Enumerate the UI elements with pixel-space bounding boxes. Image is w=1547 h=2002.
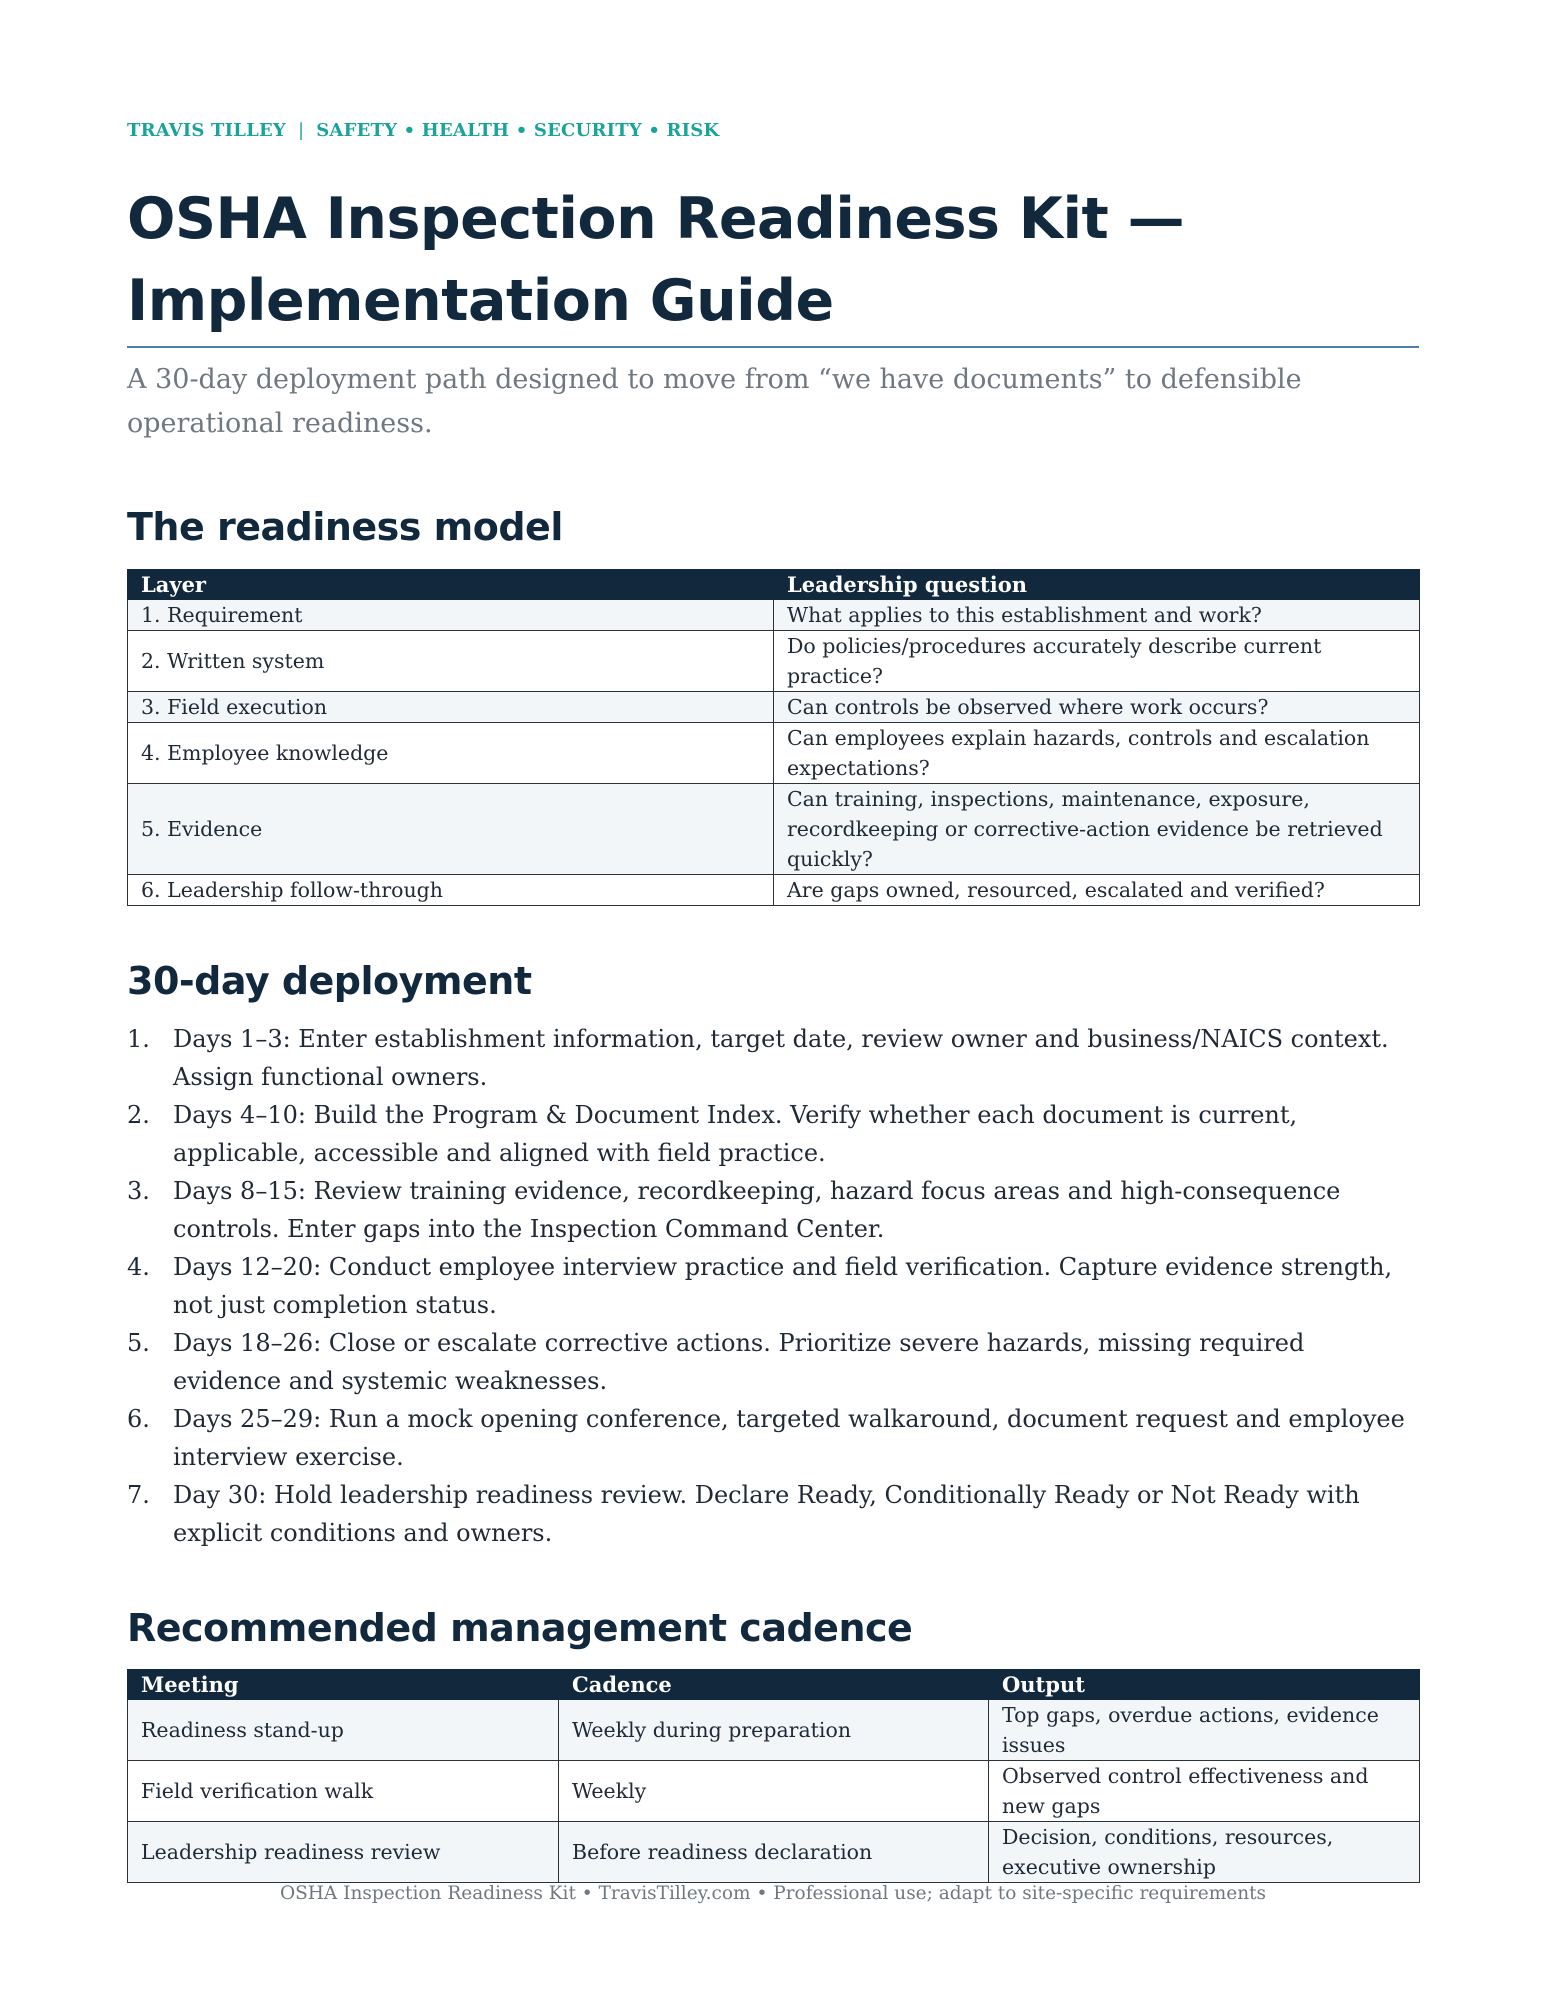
- readiness-model-heading: The readiness model: [127, 505, 563, 549]
- layer-cell: 5. Evidence: [128, 784, 774, 875]
- author-name: TRAVIS TILLEY: [127, 120, 286, 141]
- layer-cell: 3. Field execution: [128, 692, 774, 723]
- list-item: [127, 1020, 1419, 1096]
- table-row: [128, 1700, 1420, 1761]
- deployment-steps-list: [127, 1020, 1419, 1552]
- table-row: [128, 1761, 1420, 1822]
- title-divider: [127, 346, 1419, 348]
- table-row: [128, 723, 1420, 784]
- step-text: Days 25–29: Run a mock opening conference, targeted walkaround, document request and employee interview exercise.: [173, 1405, 1405, 1471]
- question-cell: Are gaps owned, resourced, escalated and verified?: [774, 875, 1420, 906]
- table-row: [128, 600, 1420, 631]
- list-item: [127, 1172, 1419, 1248]
- column-header-cadence: Cadence: [559, 1670, 989, 1700]
- cadence-heading: Recommended management cadence: [127, 1606, 913, 1650]
- step-text: Days 18–26: Close or escalate corrective actions. Prioritize severe hazards, missing required evidence and systemic weaknesses.: [173, 1329, 1305, 1395]
- meeting-cell: Leadership readiness review: [128, 1822, 559, 1883]
- table-row: [128, 875, 1420, 906]
- table-row: [128, 784, 1420, 875]
- question-cell: Can training, inspections, maintenance, exposure, recordkeeping or corrective-action evidence be retrieved quickly?: [774, 784, 1420, 875]
- step-number: 2.: [127, 1101, 150, 1129]
- step-text: Days 1–3: Enter establishment information, target date, review owner and business/NAICS context. Assign functional owners.: [173, 1025, 1389, 1091]
- list-item: [127, 1324, 1419, 1400]
- list-item: [127, 1248, 1419, 1324]
- output-cell: Top gaps, overdue actions, evidence issues: [989, 1700, 1420, 1761]
- table-row: [128, 692, 1420, 723]
- readiness-model-table: [127, 569, 1420, 906]
- table-row: [128, 631, 1420, 692]
- cadence-cell: Weekly during preparation: [559, 1700, 989, 1761]
- step-number: 7.: [127, 1481, 150, 1509]
- layer-cell: 2. Written system: [128, 631, 774, 692]
- table-header-row: [128, 570, 1420, 600]
- step-text: Days 12–20: Conduct employee interview practice and field verification. Capture evidence strength, not just completion status.: [173, 1253, 1393, 1319]
- step-number: 6.: [127, 1405, 150, 1433]
- layer-cell: 4. Employee knowledge: [128, 723, 774, 784]
- table-header-row: [128, 1670, 1420, 1700]
- step-number: 4.: [127, 1253, 150, 1281]
- page-title: OSHA Inspection Readiness Kit — Implementation Guide: [127, 186, 1185, 334]
- step-number: 1.: [127, 1025, 150, 1053]
- output-cell: Decision, conditions, resources, executive ownership: [989, 1822, 1420, 1883]
- step-text: Days 4–10: Build the Program & Document Index. Verify whether each document is current, applicable, accessible and aligned with field practice.: [173, 1101, 1298, 1167]
- cadence-table: [127, 1669, 1420, 1883]
- brand-topics: SAFETY • HEALTH • SECURITY • RISK: [316, 120, 720, 141]
- meeting-cell: Field verification walk: [128, 1761, 559, 1822]
- question-cell: Can controls be observed where work occurs?: [774, 692, 1420, 723]
- page-footer: OSHA Inspection Readiness Kit • TravisTilley.com • Professional use; adapt to site-specific requirements: [279, 1883, 1267, 1904]
- brand-line: [127, 120, 719, 141]
- step-text: Day 30: Hold leadership readiness review. Declare Ready, Conditionally Ready or Not Ready with explicit conditions and owners.: [173, 1481, 1360, 1547]
- step-text: Days 8–15: Review training evidence, recordkeeping, hazard focus areas and high-consequence controls. Enter gaps into the Inspection Command Center.: [173, 1177, 1341, 1243]
- column-header-meeting: Meeting: [128, 1670, 559, 1700]
- list-item: [127, 1400, 1419, 1476]
- column-header-output: Output: [989, 1670, 1420, 1700]
- cadence-cell: Before readiness declaration: [559, 1822, 989, 1883]
- question-cell: Can employees explain hazards, controls and escalation expectations?: [774, 723, 1420, 784]
- output-cell: Observed control effectiveness and new gaps: [989, 1761, 1420, 1822]
- column-header-leadership-question: Leadership question: [774, 570, 1420, 600]
- layer-cell: 6. Leadership follow-through: [128, 875, 774, 906]
- column-header-layer: Layer: [128, 570, 774, 600]
- page-subtitle: A 30-day deployment path designed to move from “we have documents” to defensible operational readiness.: [127, 364, 1302, 439]
- list-item: [127, 1096, 1419, 1172]
- step-number: 3.: [127, 1177, 150, 1205]
- layer-cell: 1. Requirement: [128, 600, 774, 631]
- list-item: [127, 1476, 1419, 1552]
- meeting-cell: Readiness stand-up: [128, 1700, 559, 1761]
- question-cell: Do policies/procedures accurately describe current practice?: [774, 631, 1420, 692]
- step-number: 5.: [127, 1329, 150, 1357]
- brand-separator: |: [297, 120, 305, 141]
- table-row: [128, 1822, 1420, 1883]
- question-cell: What applies to this establishment and work?: [774, 600, 1420, 631]
- cadence-cell: Weekly: [559, 1761, 989, 1822]
- deployment-heading: 30-day deployment: [127, 959, 532, 1003]
